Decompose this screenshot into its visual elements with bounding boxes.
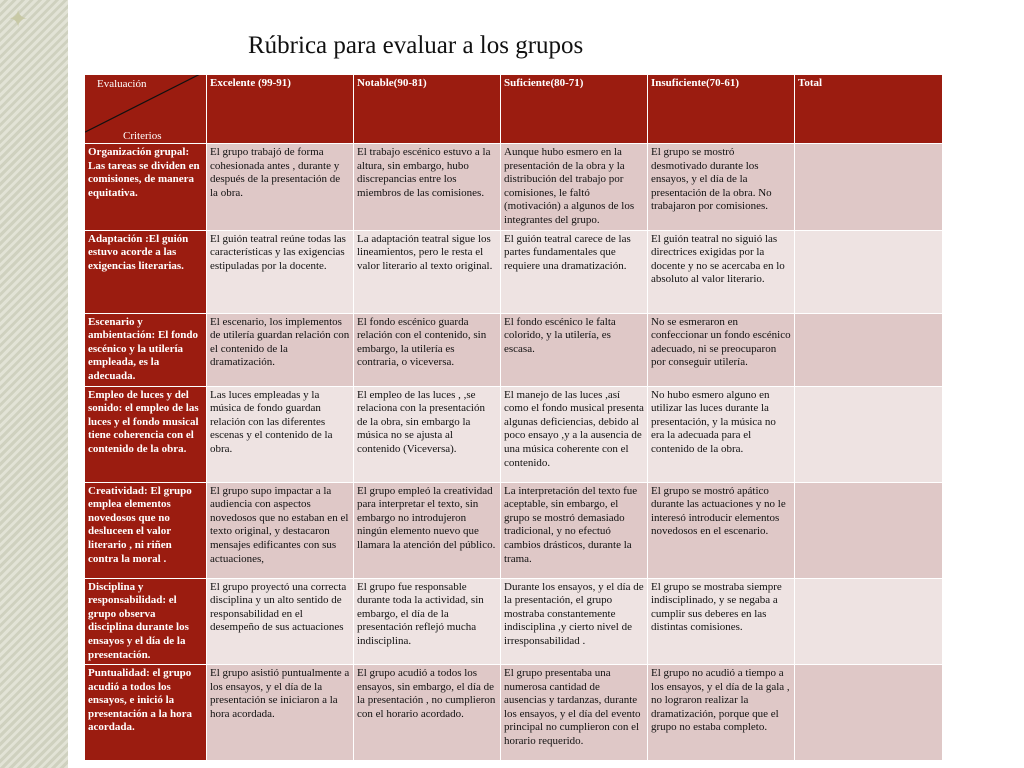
suficiente-cell: La interpretación del texto fue aceptable, sin embargo, el grupo se mostró demasiado tradicional, y no efectuó cambios drásticos, durante la trama.: [501, 482, 648, 578]
criterion-cell: Escenario y ambientación: El fondo escénico y la utilería empleada, es la adecuada.: [85, 313, 207, 386]
total-cell: [795, 482, 943, 578]
suficiente-cell: Durante los ensayos, y el día de la presentación, el grupo mostraba constantemente indisciplina ,y cierto nivel de irresponsabilidad .: [501, 578, 648, 665]
notable-cell: La adaptación teatral sigue los lineamientos, pero le resta el valor literario al texto original.: [354, 230, 501, 313]
insuficiente-cell: El grupo se mostró desmotivado durante los ensayos, y el día de la presentación de la obra. No trabajaron por comisiones.: [648, 144, 795, 231]
suficiente-cell: El grupo presentaba una numerosa cantidad de ausencias y tardanzas, durante los ensayos, y el día del evento principal no cumplieron con el horario requerido.: [501, 665, 648, 761]
criterion-cell: Empleo de luces y del sonido: el empleo de las luces y el fondo musical tiene coherencia con el contenido de la obra.: [85, 386, 207, 482]
criterion-cell: Adaptación :El guión estuvo acorde a las exigencias literarias.: [85, 230, 207, 313]
total-cell: [795, 386, 943, 482]
decorative-side-stripe: [0, 0, 68, 768]
table-row: [85, 386, 943, 482]
table-row: [85, 578, 943, 665]
header-row: [85, 75, 943, 144]
excelente-cell: El escenario, los implementos de utilería guardan relación con el contenido de la dramatización.: [207, 313, 354, 386]
table-row: [85, 665, 943, 761]
excelente-cell: El grupo trabajó de forma cohesionada antes , durante y después de la presentación de la obra.: [207, 144, 354, 231]
insuficiente-cell: El grupo se mostró apático durante las actuaciones y no le interesó introducir elementos novedosos en el escenario.: [648, 482, 795, 578]
slide-title: Rúbrica para evaluar a los grupos: [248, 32, 584, 59]
total-cell: [795, 230, 943, 313]
criterion-cell: Puntualidad: el grupo acudió a todos los ensayos, e inició la presentación a la hora acordada.: [85, 665, 207, 761]
total-cell: [795, 665, 943, 761]
table-row: [85, 144, 943, 231]
table-row: [85, 313, 943, 386]
total-cell: [795, 578, 943, 665]
excelente-cell: Las luces empleadas y la música de fondo guardan relación con las diferentes escenas y el contenido de la obra.: [207, 386, 354, 482]
header-notable: Notable(90-81): [354, 75, 501, 144]
corner-header-cell: [85, 75, 207, 144]
insuficiente-cell: El guión teatral no siguió las directrices exigidas por la docente y no se acercaba en lo absoluto al valor literario.: [648, 230, 795, 313]
excelente-cell: El grupo supo impactar a la audiencia con aspectos novedosos que no estaban en el texto original, y destacaron mensajes edificantes con sus actuaciones,: [207, 482, 354, 578]
rubric-table: [84, 74, 943, 761]
corner-label-evaluacion: Evaluación: [97, 78, 147, 90]
excelente-cell: El guión teatral reúne todas las características y las exigencias estipuladas por la docente.: [207, 230, 354, 313]
total-cell: [795, 144, 943, 231]
excelente-cell: El grupo proyectó una correcta disciplina y un alto sentido de responsabilidad en el desempeño de sus actuaciones: [207, 578, 354, 665]
insuficiente-cell: No hubo esmero alguno en utilizar las luces durante la presentación, y la música no era la adecuada para el contenido de la obra.: [648, 386, 795, 482]
criterion-cell: Disciplina y responsabilidad: el grupo observa disciplina durante los ensayos y el día de la presentación.: [85, 578, 207, 665]
table-row: [85, 482, 943, 578]
notable-cell: El grupo empleó la creatividad para interpretar el texto, sin embargo no introdujeron ningún elemento nuevo que llamara la atención del público.: [354, 482, 501, 578]
insuficiente-cell: No se esmeraron en confeccionar un fondo escénico adecuado, ni se preocuparon por conseguir utilería.: [648, 313, 795, 386]
insuficiente-cell: El grupo se mostraba siempre indisciplinado, y se negaba a cumplir sus deberes en las distintas comisiones.: [648, 578, 795, 665]
suficiente-cell: El manejo de las luces ,así como el fondo musical presenta algunas deficiencias, debido al poco ensayo ,y a la ausencia de una música coherente con el contenido.: [501, 386, 648, 482]
header-suficiente: Suficiente(80-71): [501, 75, 648, 144]
criterion-cell: Creatividad: El grupo emplea elementos novedosos que no desluceen el valor literario , ni riñen contra la moral .: [85, 482, 207, 578]
notable-cell: El grupo fue responsable durante toda la actividad, sin embargo, el día de la presentación reflejó mucha indisciplina.: [354, 578, 501, 665]
corner-ornament-icon: ✦: [8, 7, 29, 33]
suficiente-cell: El fondo escénico le falta colorido, y la utilería, es escasa.: [501, 313, 648, 386]
notable-cell: El trabajo escénico estuvo a la altura, sin embargo, hubo discrepancias entre los miembros de las comisiones.: [354, 144, 501, 231]
header-total: Total: [795, 75, 943, 144]
suficiente-cell: El guión teatral carece de las partes fundamentales que requiere una dramatización.: [501, 230, 648, 313]
insuficiente-cell: El grupo no acudió a tiempo a los ensayos, y el día de la gala , no lograron realizar la dramatización, porque que el grupo no estaba completo.: [648, 665, 795, 761]
total-cell: [795, 313, 943, 386]
notable-cell: El empleo de las luces , ,se relaciona con la presentación de la obra, sin embargo la música no se ajusta al contenido (Viceversa).: [354, 386, 501, 482]
criterion-cell: Organización grupal: Las tareas se dividen en comisiones, de manera equitativa.: [85, 144, 207, 231]
header-excelente: Excelente (99-91): [207, 75, 354, 144]
corner-label-criterios: Criterios: [123, 130, 162, 143]
header-insuficiente: Insuficiente(70-61): [648, 75, 795, 144]
notable-cell: El grupo acudió a todos los ensayos, sin embargo, el día de la presentación , no cumplieron con el horario acordado.: [354, 665, 501, 761]
suficiente-cell: Aunque hubo esmero en la presentación de la obra y la distribución del trabajo por comisiones, le faltó (motivación) a algunos de los integrantes del grupo.: [501, 144, 648, 231]
excelente-cell: El grupo asistió puntualmente a los ensayos, y el día de la presentación se iniciaron a la hora acordada.: [207, 665, 354, 761]
table-row: [85, 230, 943, 313]
notable-cell: El fondo escénico guarda relación con el contenido, sin embargo, la utilería es contraria, o viceversa.: [354, 313, 501, 386]
